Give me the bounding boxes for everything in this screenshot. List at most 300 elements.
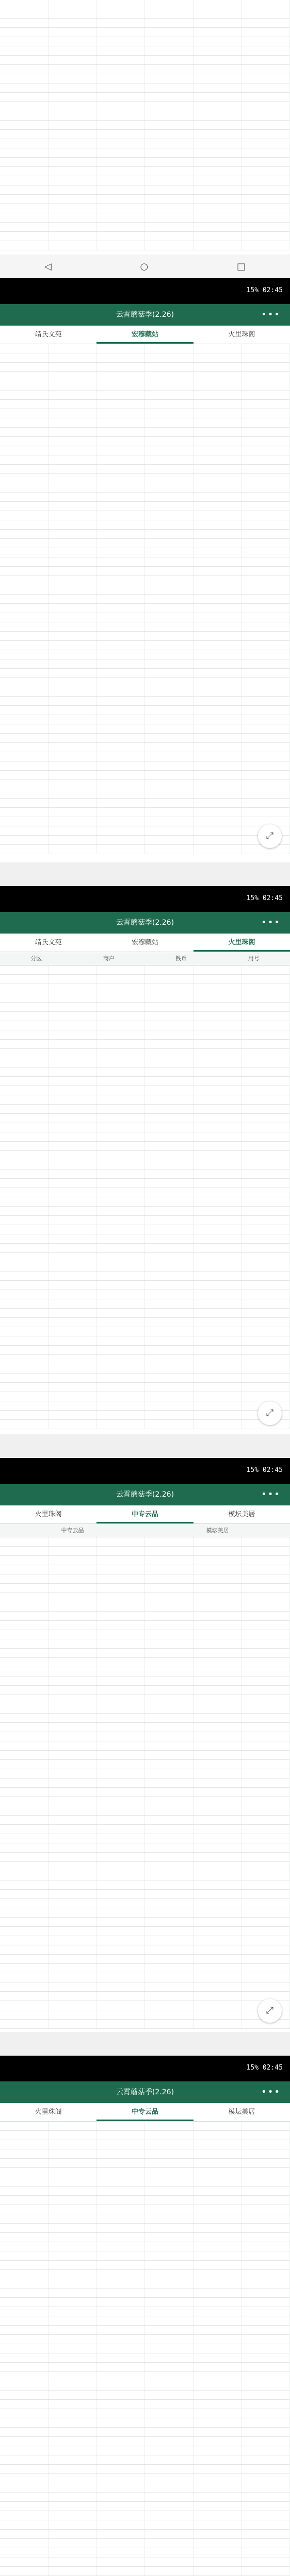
table-row[interactable]	[0, 2214, 290, 2224]
table-cell[interactable]	[49, 2353, 97, 2362]
table-cell[interactable]	[145, 46, 194, 55]
table-cell[interactable]	[194, 1704, 242, 1713]
table-cell[interactable]	[49, 1179, 97, 1188]
table-cell[interactable]	[49, 1834, 97, 1843]
table-cell[interactable]	[49, 1621, 97, 1630]
table-cell[interactable]	[0, 2307, 49, 2316]
table-cell[interactable]	[145, 353, 194, 362]
table-cell[interactable]	[145, 1816, 194, 1824]
table-cell[interactable]	[0, 1741, 49, 1750]
table-cell[interactable]	[145, 2391, 194, 2399]
table-cell[interactable]	[241, 1936, 290, 1945]
table-cell[interactable]	[194, 1383, 242, 1392]
table-cell[interactable]	[145, 1751, 194, 1759]
table-row[interactable]	[0, 1058, 290, 1067]
table-row[interactable]	[0, 1612, 290, 1621]
table-cell[interactable]	[96, 409, 145, 418]
table-cell[interactable]	[49, 1769, 97, 1778]
table-cell[interactable]	[145, 2187, 194, 2195]
table-cell[interactable]	[145, 2326, 194, 2334]
table-cell[interactable]	[145, 139, 194, 148]
table-cell[interactable]	[96, 2446, 145, 2455]
table-cell[interactable]	[49, 2372, 97, 2381]
table-cell[interactable]	[145, 1602, 194, 1611]
table-cell[interactable]	[0, 2187, 49, 2195]
table-cell[interactable]	[0, 1621, 49, 1630]
table-cell[interactable]	[0, 1899, 49, 1908]
table-cell[interactable]	[145, 993, 194, 1002]
table-cell[interactable]	[0, 1244, 49, 1252]
table-cell[interactable]	[241, 204, 290, 213]
table-cell[interactable]	[241, 1658, 290, 1667]
table-cell[interactable]	[49, 241, 97, 250]
table-row[interactable]	[0, 1086, 290, 1095]
table-cell[interactable]	[96, 2326, 145, 2334]
data-grid[interactable]	[0, 965, 290, 1434]
table-cell[interactable]	[194, 1392, 242, 1401]
table-cell[interactable]	[194, 678, 242, 687]
table-cell[interactable]	[241, 1537, 290, 1546]
table-cell[interactable]	[96, 1778, 145, 1787]
table-cell[interactable]	[194, 56, 242, 64]
table-cell[interactable]	[49, 2567, 97, 2575]
table-cell[interactable]	[194, 1547, 242, 1555]
table-cell[interactable]	[49, 1374, 97, 1382]
table-cell[interactable]	[194, 1806, 242, 1815]
table-cell[interactable]	[49, 0, 97, 9]
tab-2[interactable]: 宏穆藏站	[131, 939, 158, 946]
table-row[interactable]	[0, 1309, 290, 1318]
table-cell[interactable]	[0, 185, 49, 194]
table-row[interactable]	[0, 2307, 290, 2316]
expand-icon[interactable]: ⤢	[258, 1999, 282, 2023]
table-cell[interactable]	[0, 56, 49, 64]
table-cell[interactable]	[145, 1225, 194, 1234]
table-cell[interactable]	[0, 1853, 49, 1861]
more-icon[interactable]: •••	[261, 917, 281, 928]
table-cell[interactable]	[96, 2363, 145, 2371]
table-cell[interactable]	[96, 1401, 145, 1410]
table-cell[interactable]	[49, 2010, 97, 2019]
table-row[interactable]	[0, 2455, 290, 2465]
table-cell[interactable]	[241, 1908, 290, 1917]
table-row[interactable]	[0, 1299, 290, 1309]
table-cell[interactable]	[241, 1225, 290, 1234]
table-cell[interactable]	[49, 659, 97, 668]
table-cell[interactable]	[194, 2446, 242, 2455]
table-cell[interactable]	[241, 1880, 290, 1889]
table-row[interactable]	[0, 1188, 290, 1197]
table-cell[interactable]	[96, 706, 145, 715]
table-row[interactable]	[0, 697, 290, 706]
table-cell[interactable]	[145, 1151, 194, 1160]
table-row[interactable]	[0, 2279, 290, 2289]
table-cell[interactable]	[194, 2316, 242, 2325]
table-cell[interactable]	[241, 1086, 290, 1095]
table-cell[interactable]	[145, 595, 194, 603]
table-cell[interactable]	[194, 1262, 242, 1271]
table-cell[interactable]	[96, 195, 145, 204]
table-cell[interactable]	[49, 641, 97, 650]
table-cell[interactable]	[0, 1612, 49, 1620]
table-cell[interactable]	[241, 1871, 290, 1880]
table-cell[interactable]	[241, 1058, 290, 1067]
table-cell[interactable]	[0, 167, 49, 176]
table-cell[interactable]	[145, 1188, 194, 1197]
table-cell[interactable]	[194, 1086, 242, 1095]
table-cell[interactable]	[241, 2122, 290, 2130]
table-cell[interactable]	[96, 1244, 145, 1252]
table-cell[interactable]	[49, 2363, 97, 2371]
table-cell[interactable]	[145, 1132, 194, 1141]
table-cell[interactable]	[145, 1411, 194, 1419]
table-cell[interactable]	[194, 195, 242, 204]
table-cell[interactable]	[0, 1355, 49, 1364]
table-cell[interactable]	[194, 1556, 242, 1565]
table-row[interactable]	[0, 1723, 290, 1732]
table-cell[interactable]	[145, 761, 194, 770]
table-cell[interactable]	[241, 2168, 290, 2177]
table-cell[interactable]	[194, 1955, 242, 1963]
table-cell[interactable]	[0, 789, 49, 798]
table-cell[interactable]	[194, 2307, 242, 2316]
table-row[interactable]	[0, 548, 290, 557]
table-cell[interactable]	[194, 474, 242, 483]
table-cell[interactable]	[0, 2363, 49, 2371]
table-cell[interactable]	[194, 1825, 242, 1834]
table-cell[interactable]	[0, 213, 49, 222]
table-cell[interactable]	[194, 715, 242, 724]
table-cell[interactable]	[96, 446, 145, 455]
table-cell[interactable]	[145, 706, 194, 715]
table-cell[interactable]	[145, 2400, 194, 2409]
table-cell[interactable]	[0, 158, 49, 166]
table-cell[interactable]	[194, 2474, 242, 2483]
table-row[interactable]	[0, 752, 290, 761]
table-cell[interactable]	[49, 446, 97, 455]
table-cell[interactable]	[241, 2233, 290, 2242]
table-cell[interactable]	[49, 1188, 97, 1197]
table-cell[interactable]	[145, 2372, 194, 2381]
table-cell[interactable]	[194, 836, 242, 844]
table-cell[interactable]	[241, 2372, 290, 2381]
table-cell[interactable]	[0, 74, 49, 83]
table-row[interactable]	[0, 1216, 290, 1225]
table-cell[interactable]	[194, 1290, 242, 1299]
table-cell[interactable]	[49, 56, 97, 64]
table-row[interactable]	[0, 557, 290, 567]
table-cell[interactable]	[49, 372, 97, 381]
table-cell[interactable]	[49, 1355, 97, 1364]
table-cell[interactable]	[145, 400, 194, 409]
table-cell[interactable]	[96, 1151, 145, 1160]
sheet-area[interactable]	[0, 0, 290, 255]
table-cell[interactable]	[241, 176, 290, 185]
table-cell[interactable]	[96, 1179, 145, 1188]
table-cell[interactable]	[49, 511, 97, 520]
table-cell[interactable]	[241, 353, 290, 362]
table-row[interactable]	[0, 2400, 290, 2409]
table-cell[interactable]	[241, 2409, 290, 2418]
table-cell[interactable]	[241, 632, 290, 640]
table-cell[interactable]	[194, 1973, 242, 1982]
table-row[interactable]	[0, 1918, 290, 1927]
table-cell[interactable]	[49, 1411, 97, 1419]
table-row[interactable]	[0, 678, 290, 687]
table-cell[interactable]	[241, 1732, 290, 1741]
table-cell[interactable]	[241, 1188, 290, 1197]
table-cell[interactable]	[194, 1095, 242, 1104]
table-cell[interactable]	[0, 455, 49, 464]
table-cell[interactable]	[145, 2567, 194, 2575]
table-cell[interactable]	[0, 1760, 49, 1769]
table-cell[interactable]	[96, 2214, 145, 2223]
table-cell[interactable]	[0, 1392, 49, 1401]
tab-5[interactable]: 模坛美居	[228, 2108, 255, 2116]
table-cell[interactable]	[241, 1574, 290, 1583]
table-row[interactable]	[0, 520, 290, 530]
table-cell[interactable]	[49, 1207, 97, 1215]
table-cell[interactable]	[96, 1676, 145, 1685]
table-cell[interactable]	[194, 465, 242, 473]
table-cell[interactable]	[194, 1346, 242, 1354]
table-cell[interactable]	[194, 428, 242, 436]
table-row[interactable]	[0, 2289, 290, 2298]
table-cell[interactable]	[145, 2298, 194, 2307]
table-cell[interactable]	[96, 2205, 145, 2214]
table-cell[interactable]	[145, 2493, 194, 2501]
table-row[interactable]	[0, 799, 290, 808]
table-cell[interactable]	[0, 502, 49, 511]
table-row[interactable]	[0, 93, 290, 102]
table-cell[interactable]	[49, 2511, 97, 2520]
table-cell[interactable]	[145, 2307, 194, 2316]
table-cell[interactable]	[49, 1556, 97, 1565]
table-cell[interactable]	[96, 2242, 145, 2251]
table-cell[interactable]	[49, 2242, 97, 2251]
table-cell[interactable]	[49, 2539, 97, 2548]
table-cell[interactable]	[0, 176, 49, 185]
table-cell[interactable]	[49, 1383, 97, 1392]
table-cell[interactable]	[194, 1021, 242, 1030]
table-cell[interactable]	[145, 2020, 194, 2028]
table-cell[interactable]	[241, 19, 290, 27]
table-row[interactable]	[0, 1778, 290, 1788]
table-cell[interactable]	[96, 74, 145, 83]
table-cell[interactable]	[96, 2409, 145, 2418]
table-cell[interactable]	[0, 83, 49, 92]
table-cell[interactable]	[0, 2372, 49, 2381]
table-cell[interactable]	[0, 1327, 49, 1336]
table-cell[interactable]	[241, 1392, 290, 1401]
table-cell[interactable]	[194, 213, 242, 222]
table-cell[interactable]	[49, 604, 97, 613]
table-cell[interactable]	[96, 752, 145, 761]
table-cell[interactable]	[241, 465, 290, 473]
table-cell[interactable]	[0, 539, 49, 548]
table-cell[interactable]	[145, 2224, 194, 2232]
table-cell[interactable]	[96, 511, 145, 520]
table-cell[interactable]	[49, 176, 97, 185]
table-cell[interactable]	[0, 1714, 49, 1722]
table-cell[interactable]	[49, 474, 97, 483]
table-cell[interactable]	[0, 2140, 49, 2149]
table-cell[interactable]	[145, 2428, 194, 2436]
sheet-area[interactable]	[0, 344, 290, 862]
table-cell[interactable]	[241, 604, 290, 613]
table-cell[interactable]	[0, 734, 49, 742]
table-cell[interactable]	[49, 1565, 97, 1574]
table-cell[interactable]	[96, 204, 145, 213]
table-cell[interactable]	[49, 2455, 97, 2464]
table-row[interactable]	[0, 1649, 290, 1658]
table-cell[interactable]	[241, 1021, 290, 1030]
table-cell[interactable]	[49, 1049, 97, 1058]
table-cell[interactable]	[96, 734, 145, 742]
table-row[interactable]	[0, 195, 290, 204]
table-cell[interactable]	[0, 2020, 49, 2028]
table-cell[interactable]	[96, 576, 145, 585]
table-cell[interactable]	[0, 622, 49, 631]
table-cell[interactable]	[145, 799, 194, 807]
table-cell[interactable]	[145, 1401, 194, 1410]
table-cell[interactable]	[49, 1760, 97, 1769]
table-row[interactable]	[0, 139, 290, 148]
table-cell[interactable]	[241, 1927, 290, 1936]
table-cell[interactable]	[0, 836, 49, 844]
table-cell[interactable]	[241, 381, 290, 390]
table-cell[interactable]	[145, 1769, 194, 1778]
table-row[interactable]	[0, 595, 290, 604]
table-cell[interactable]	[241, 409, 290, 418]
table-cell[interactable]	[49, 1040, 97, 1048]
table-cell[interactable]	[96, 139, 145, 148]
table-cell[interactable]	[96, 975, 145, 984]
table-cell[interactable]	[49, 1114, 97, 1123]
table-row[interactable]	[0, 1982, 290, 1992]
table-cell[interactable]	[241, 1797, 290, 1806]
table-cell[interactable]	[96, 1132, 145, 1141]
table-cell[interactable]	[194, 1030, 242, 1039]
table-cell[interactable]	[0, 1095, 49, 1104]
table-cell[interactable]	[49, 836, 97, 844]
table-cell[interactable]	[194, 1667, 242, 1676]
table-cell[interactable]	[241, 1374, 290, 1382]
table-row[interactable]	[0, 1760, 290, 1769]
table-cell[interactable]	[49, 1547, 97, 1555]
table-row[interactable]	[0, 1704, 290, 1714]
table-cell[interactable]	[0, 2428, 49, 2436]
table-cell[interactable]	[96, 1639, 145, 1648]
table-cell[interactable]	[0, 102, 49, 111]
table-cell[interactable]	[145, 1788, 194, 1797]
table-cell[interactable]	[96, 2279, 145, 2288]
expand-icon[interactable]: ⤢	[258, 1401, 282, 1425]
table-cell[interactable]	[194, 455, 242, 464]
table-cell[interactable]	[241, 1197, 290, 1206]
table-cell[interactable]	[0, 204, 49, 213]
table-cell[interactable]	[49, 1401, 97, 1410]
table-cell[interactable]	[194, 2400, 242, 2409]
table-cell[interactable]	[241, 2530, 290, 2538]
table-cell[interactable]	[241, 2326, 290, 2334]
table-cell[interactable]	[145, 622, 194, 631]
table-row[interactable]	[0, 1574, 290, 1584]
table-cell[interactable]	[96, 585, 145, 594]
tab-4[interactable]: 中专云品	[96, 1505, 193, 1523]
table-row[interactable]	[0, 511, 290, 520]
table-cell[interactable]	[145, 1723, 194, 1732]
table-cell[interactable]	[0, 2177, 49, 2186]
table-cell[interactable]	[241, 455, 290, 464]
table-cell[interactable]	[145, 715, 194, 724]
table-cell[interactable]	[241, 659, 290, 668]
table-cell[interactable]	[241, 1179, 290, 1188]
table-cell[interactable]	[0, 9, 49, 18]
table-cell[interactable]	[0, 659, 49, 668]
table-row[interactable]	[0, 1383, 290, 1392]
table-cell[interactable]	[0, 2224, 49, 2232]
table-cell[interactable]	[241, 2418, 290, 2427]
table-cell[interactable]	[49, 2381, 97, 2390]
table-cell[interactable]	[194, 1890, 242, 1899]
table-row[interactable]	[0, 1234, 290, 1244]
table-cell[interactable]	[241, 9, 290, 18]
table-cell[interactable]	[145, 1179, 194, 1188]
home-icon[interactable]: ○	[140, 261, 149, 272]
table-cell[interactable]	[145, 1778, 194, 1787]
table-cell[interactable]	[0, 1290, 49, 1299]
table-cell[interactable]	[145, 1797, 194, 1806]
table-cell[interactable]	[194, 2455, 242, 2464]
table-cell[interactable]	[49, 1658, 97, 1667]
table-cell[interactable]	[194, 845, 242, 854]
table-cell[interactable]	[145, 1272, 194, 1280]
table-cell[interactable]	[145, 2010, 194, 2019]
table-cell[interactable]	[49, 1899, 97, 1908]
table-row[interactable]	[0, 1392, 290, 1401]
table-cell[interactable]	[49, 1871, 97, 1880]
table-row[interactable]	[0, 213, 290, 223]
table-cell[interactable]	[145, 391, 194, 399]
table-row[interactable]	[0, 130, 290, 139]
table-cell[interactable]	[145, 483, 194, 492]
table-cell[interactable]	[194, 2177, 242, 2186]
table-cell[interactable]	[194, 1880, 242, 1889]
table-cell[interactable]	[194, 1355, 242, 1364]
table-row[interactable]	[0, 1732, 290, 1741]
table-cell[interactable]	[241, 93, 290, 101]
table-row[interactable]	[0, 826, 290, 836]
table-cell[interactable]	[0, 1411, 49, 1419]
table-cell[interactable]	[241, 1565, 290, 1574]
table-cell[interactable]	[96, 826, 145, 835]
table-cell[interactable]	[49, 706, 97, 715]
table-cell[interactable]	[194, 1760, 242, 1769]
table-row[interactable]	[0, 1207, 290, 1216]
table-cell[interactable]	[0, 1639, 49, 1648]
table-cell[interactable]	[194, 567, 242, 575]
table-cell[interactable]	[49, 1816, 97, 1824]
table-cell[interactable]	[96, 1695, 145, 1704]
table-cell[interactable]	[0, 1420, 49, 1429]
table-cell[interactable]	[0, 1778, 49, 1787]
table-cell[interactable]	[241, 1825, 290, 1834]
table-cell[interactable]	[0, 121, 49, 129]
table-cell[interactable]	[145, 1584, 194, 1592]
tab-1[interactable]: 靖氏文苑	[35, 939, 62, 946]
table-cell[interactable]	[0, 1067, 49, 1076]
